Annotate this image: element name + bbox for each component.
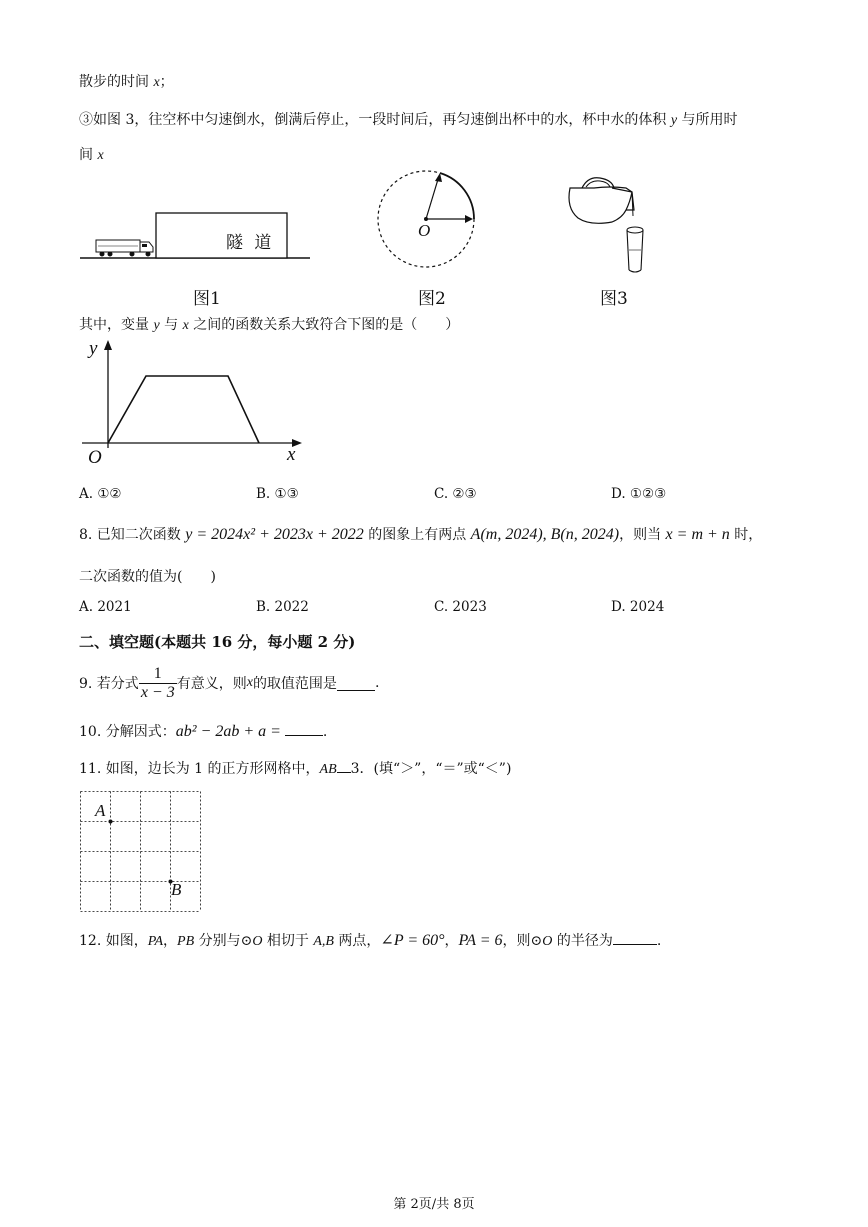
var-x: x	[246, 675, 253, 690]
q8-option-a: A. 2021	[79, 599, 132, 615]
q11-ab: AB	[319, 762, 337, 777]
text: ，则当	[619, 527, 666, 543]
text: ③如图 3，往空杯中匀速倒水，倒满后停止，一段时间后，再匀速倒出杯中的水，杯中水的体积	[79, 112, 671, 128]
text: ，	[163, 933, 178, 949]
q12-angle: ∠P = 60°	[380, 932, 445, 949]
q10-line	[79, 721, 327, 741]
text: 与	[159, 317, 183, 333]
text: 的图象上有两点	[363, 527, 471, 543]
q8-option-d: D. 2024	[611, 599, 665, 615]
q9-fraction	[139, 665, 177, 702]
q12-ab: A,B	[313, 934, 334, 949]
text: 其中，变量	[79, 317, 154, 333]
page-footer: 第 2页/共 8页	[393, 1197, 475, 1212]
grid-point-b: B	[171, 880, 182, 899]
text: ，	[444, 933, 459, 949]
q12-pb: PB	[177, 934, 195, 949]
text: 的半径为	[552, 933, 613, 949]
figure3-pitcher	[560, 170, 660, 276]
graph-y-label: y	[89, 338, 98, 359]
fraction-denominator: x − 3	[140, 683, 175, 701]
graph-x-label: x	[287, 444, 296, 465]
q7-option-b: B. ①③	[256, 486, 299, 502]
grid-point-a: A	[95, 801, 106, 820]
text: 散步的时间	[79, 74, 154, 90]
fig2-label: 图2	[418, 289, 446, 309]
text: 的取值范围是	[252, 676, 337, 692]
text: 之间的函数关系大致符合下图的是（ ）	[188, 317, 460, 333]
q12-pa: PA	[147, 934, 164, 949]
var-y: y	[670, 113, 678, 128]
q10-answer-blank[interactable]	[285, 721, 323, 736]
text: 分别与⊙	[194, 933, 253, 949]
q8-condition: x = m + n	[665, 526, 730, 543]
graph-origin-label: O	[88, 447, 102, 468]
tunnel-label: 隧 道	[226, 233, 275, 253]
q11-line	[79, 758, 511, 778]
text: 12. 如图，	[79, 933, 148, 949]
q9-line: 9. 若分式 $\frac{1}{x - 3}$ 有意义，则 x 的取值范围是 .	[79, 664, 380, 701]
q7-option-d: D. ①②③	[611, 486, 667, 502]
text: 10. 分解因式：	[79, 724, 176, 740]
text: 有意义，则	[176, 676, 247, 692]
q12-o: O	[252, 934, 263, 949]
var-x: x	[153, 75, 160, 90]
text: 时，	[729, 527, 763, 543]
text: 两点，	[333, 933, 381, 949]
q8-points: A(m, 2024), B(n, 2024)	[470, 526, 620, 543]
var-y: y	[153, 318, 160, 333]
text: 9. 若分式	[79, 676, 139, 692]
q7-option-a: A. ①②	[79, 486, 122, 502]
q8-line1	[79, 524, 762, 544]
q10-expression: ab² − 2ab + a =	[175, 723, 281, 740]
q8-line2: 二次函数的值为( )	[79, 569, 216, 585]
q7-line3	[79, 144, 104, 164]
q8-option-c: C. 2023	[434, 599, 487, 615]
var-x: x	[182, 318, 189, 333]
text: .	[322, 724, 328, 740]
q12-line: 12. 如图，PA，PB 分别与⊙O 相切于 A,B 两点，∠P = 60°，PA = 6，则⊙O 的半径为 .	[79, 932, 662, 949]
q8-formula: y = 2024x² + 2023x + 2022	[185, 526, 364, 543]
q12-answer-blank[interactable]	[613, 930, 657, 945]
q8-option-b: B. 2022	[256, 599, 309, 615]
text: 8. 已知二次函数	[79, 527, 186, 543]
trapezoid-graph	[78, 338, 308, 470]
text: 3．(填“＞”，“＝”或“＜”)	[350, 761, 512, 777]
text: 相切于	[262, 933, 314, 949]
q12-o2: O	[542, 934, 553, 949]
fig3-label: 图3	[600, 289, 628, 309]
q7-line2	[79, 109, 737, 129]
q11-answer-blank[interactable]	[337, 758, 351, 773]
figure2-circle	[372, 168, 482, 272]
q7-option-c: C. ②③	[434, 486, 477, 502]
text: 11. 如图，边长为 1 的正方形网格中，	[79, 761, 320, 777]
text: ；	[159, 74, 174, 90]
q7-line1	[79, 71, 174, 91]
q7-question	[79, 314, 459, 334]
figure1-tunnel	[78, 205, 313, 265]
fraction-numerator: 1	[139, 665, 177, 684]
text: ，则⊙	[502, 933, 543, 949]
text: 间	[79, 147, 98, 163]
section2-title: 二、填空题(本题共 16 分，每小题 2 分)	[79, 633, 356, 651]
text: 与所用时	[677, 112, 738, 128]
q9-answer-blank[interactable]	[337, 676, 375, 691]
q12-pa-value: PA = 6	[458, 932, 503, 949]
fig2-center-label: O	[418, 221, 431, 240]
fig1-label: 图1	[193, 289, 221, 309]
var-x: x	[97, 148, 104, 163]
